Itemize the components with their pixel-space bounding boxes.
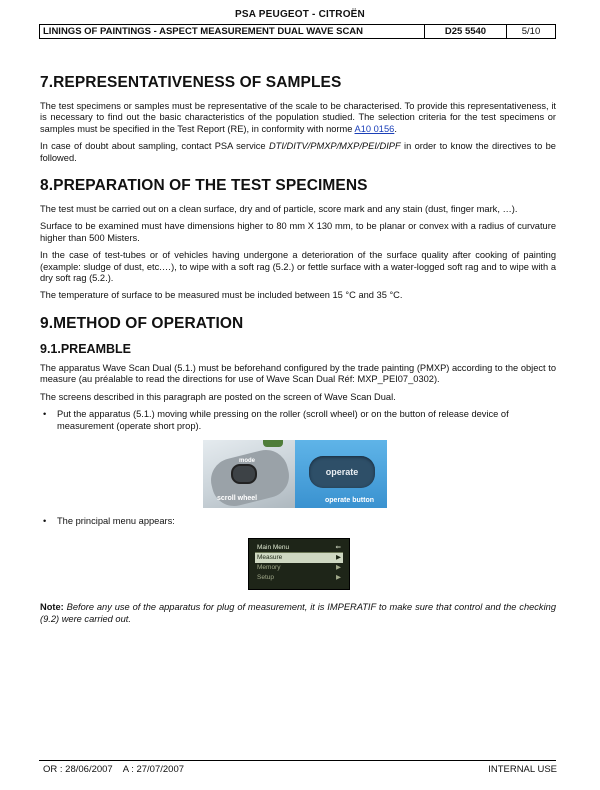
section-7 [40, 74, 556, 164]
note-text: Before any use of the apparatus for plug of measurement, it is IMPERATIF to make sure that control and the checking (9.2) were carried out. [40, 602, 556, 624]
footer-divider [39, 760, 556, 761]
section-8 [40, 177, 556, 302]
footer-dates: OR : 28/06/2007 A : 27/07/2007 [43, 764, 185, 775]
page-content [40, 70, 556, 631]
section-9 [40, 315, 556, 625]
scroll-wheel-icon [231, 464, 257, 484]
lcd-row-setup [255, 573, 343, 583]
triangle-right-icon: ▶ [336, 554, 341, 562]
operate-button-caption: operate button [325, 496, 374, 504]
footer-classification: INTERNAL USE [488, 764, 557, 775]
document-reference: D25 5540 [425, 25, 507, 39]
document-header-table [39, 24, 556, 39]
instruction-list [40, 409, 556, 432]
device-tab-shape [263, 440, 283, 447]
section-9-paragraph-2: The screens described in this paragraph are posted on the screen of Wave Scan Dual. [40, 391, 396, 402]
lcd-setup-label: Setup [257, 574, 274, 582]
scroll-wheel-caption: scroll wheel [217, 494, 258, 502]
instruction-list-2 [40, 516, 556, 527]
back-arrow-icon: ⇐ [335, 544, 341, 552]
scroll-wheel-photo [203, 440, 295, 508]
section-8-paragraph-4: The temperature of surface to be measured must be included between 15 °C and 35 °C. [40, 290, 403, 301]
note [40, 602, 556, 625]
lcd-row-memory [255, 563, 343, 573]
section-7-heading: 7.REPRESENTATIVENESS OF SAMPLES [40, 74, 342, 91]
section-7-p2-text: In case of doubt about sampling, contact PSA service [40, 141, 269, 152]
triangle-right-icon: ▶ [336, 564, 341, 572]
psa-services: DTI/DITV/PMXP/MXP/PEI/DIPF [268, 141, 401, 152]
section-8-heading: 8.PREPARATION OF THE TEST SPECIMENS [40, 177, 368, 195]
company-name: PSA PEUGEOT - CITROËN [235, 9, 365, 20]
lcd-title-label: Main Menu [257, 544, 290, 552]
lcd-memory-label: Memory [257, 564, 281, 572]
section-9-paragraph-1: The apparatus Wave Scan Dual (5.1.) must be beforehand configured by the trade painting (PMXP) according to the object to measure (au préalable to read the directions for use of Wave Scan Dual Réf: MXP_PEI07_0302). [40, 362, 556, 385]
section-8-paragraph-3: In the case of test-tubes or of vehicles having undergone a deterioration of the surface quality after cooking of painting (example: sludge of dust, etc.…), to wipe with a soft rag (5.2.) or fettle surface with a water-logged soft rag and to wipe with a dry soft rag (5.2.). [40, 250, 556, 284]
section-8-paragraph-1: The test must be carried out on a clean surface, dry and of particle, score mark and any stain (dust, finger mark, …). [40, 204, 518, 215]
instruction-bullet-2: • The principal menu appears: [40, 516, 556, 527]
section-9-heading: 9.METHOD OF OPERATION [40, 314, 244, 332]
section-7-p2-end: in order to know the directives to be followed. [40, 141, 556, 163]
note-label: Note: [40, 602, 64, 613]
section-9-1-heading: 9.1.PREAMBLE [40, 341, 131, 356]
lcd-row-measure [255, 553, 343, 563]
section-7-p1-text: The test specimens or samples must be representative of the scale to be characterised. To provide this representativeness, it is necessary to find out the basic characteristics of the population studied. The selection criteria for the test specimens or samples must be specified in the Test Report (RE), in conformity with norme [40, 101, 556, 134]
triangle-right-icon: ▶ [336, 574, 341, 582]
device-photos [203, 440, 556, 508]
operate-button-photo [295, 440, 387, 508]
section-7-paragraph-2 [40, 141, 556, 164]
mode-label: mode [239, 457, 256, 464]
operate-button-icon: operate [309, 456, 375, 488]
section-8-paragraph-2: Surface to be examined must have dimensions higher to 80 mm X 130 mm, to be planar or convex with a radius of curvature higher than 500 Misters. [40, 221, 556, 243]
norm-link[interactable]: A10 0156 [354, 123, 395, 134]
section-7-p1-end: . [394, 123, 397, 134]
main-menu-screen [248, 538, 350, 590]
document-title: LININGS OF PAINTINGS - ASPECT MEASUREMENT DUAL WAVE SCAN [40, 25, 425, 39]
section-7-paragraph-1 [40, 101, 556, 135]
instruction-bullet-1: • Put the apparatus (5.1.) moving while pressing on the roller (scroll wheel) or on the button of release device of measurement (operate short prop). [40, 409, 556, 432]
lcd-row-title [255, 543, 343, 553]
page-number: 5/10 [507, 25, 556, 39]
lcd-measure-label: Measure [257, 554, 283, 562]
